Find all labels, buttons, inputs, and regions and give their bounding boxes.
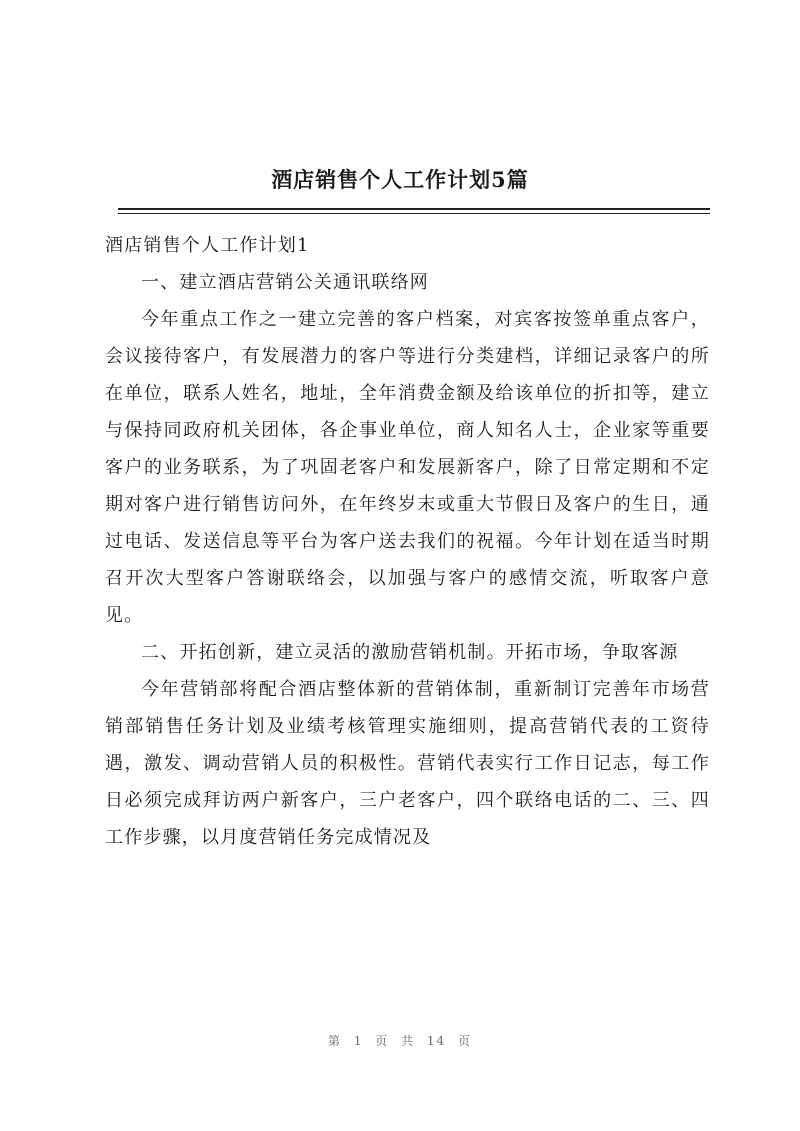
section-title: 酒店销售个人工作计划1: [105, 235, 310, 256]
title-divider-thin: [118, 213, 710, 214]
paragraph-1: 今年重点工作之一建立完善的客户档案，对宾客按签单重点客户，会议接待客户，有发展潜力的客户等进行分类建档，详细记录客户的所在单位，联系人姓名，地址，全年消费金额及给该单位的折扣等，建立与保持同政府机关团体，各企事业单位，商人知名人士，企业家等重要客户的业务联系，为了巩固老客户和发展新客户，除了日常定期和不定期对客户进行销售访问外，在年终岁末或重大节假日及客户的生日，通过电话、发送信息等平台为客户送去我们的祝福。今年计划在适当时期召开次大型客户答谢联络会，以加强与客户的感情交流，听取客户意见。: [105, 309, 710, 626]
title-divider: [118, 208, 710, 210]
heading-2: 二、开拓创新，建立灵活的激励营销机制。开拓市场，争取客源: [141, 642, 679, 663]
page-footer: 第 1 页 共 14 页: [328, 1034, 472, 1048]
heading-1: 一、建立酒店营销公关通讯联络网: [141, 272, 429, 293]
paragraph-2: 今年营销部将配合酒店整体新的营销体制，重新制订完善年市场营销部销售任务计划及业绩考核管理实施细则，提高营销代表的工资待遇，激发、调动营销人员的积极性。营销代表实行工作日记志，每工作日必须完成拜访两户新客户，三户老客户，四个联络电话的二、三、四工作步骤，以月度营销任务完成情况及: [105, 679, 710, 848]
document-title: 酒店销售个人工作计划5篇: [271, 167, 529, 192]
document-body: [105, 227, 710, 856]
